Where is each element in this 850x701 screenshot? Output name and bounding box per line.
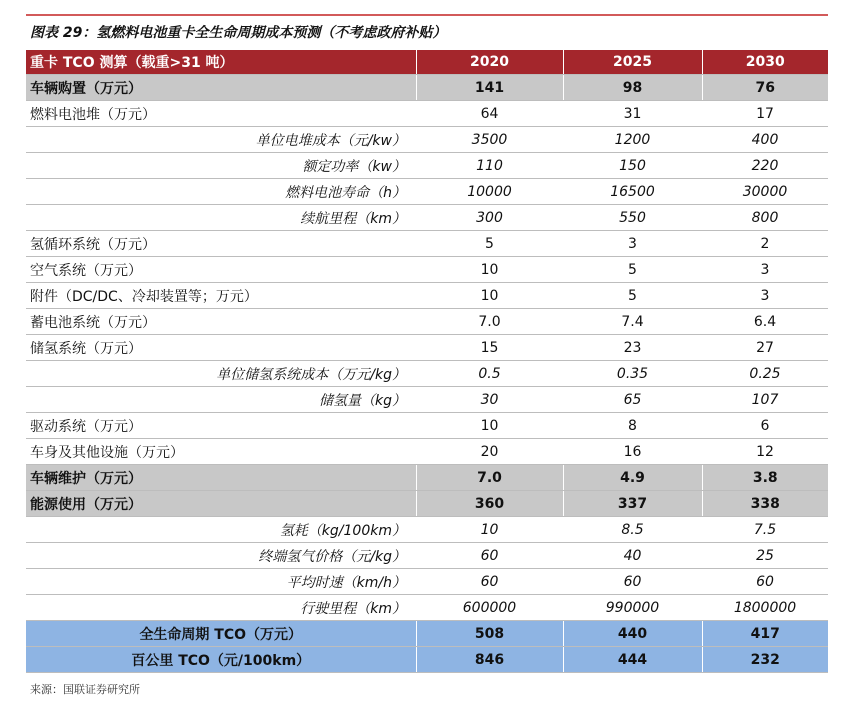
value-2025: 31 [563, 101, 702, 127]
value-2030: 6.4 [702, 309, 828, 335]
row-label: 储氢量（kg） [26, 387, 416, 413]
value-2020: 7.0 [416, 309, 563, 335]
row-label: 驱动系统（万元） [26, 413, 416, 439]
value-2025: 4.9 [563, 465, 702, 491]
row-label: 蓄电池系统（万元） [26, 309, 416, 335]
table-title: 图表 29：氢燃料电池重卡全生命周期成本预测（不考虑政府补贴） [30, 25, 447, 41]
value-2025: 16 [563, 439, 702, 465]
value-2025: 23 [563, 335, 702, 361]
table-row [26, 517, 828, 543]
value-2030: 3 [702, 257, 828, 283]
value-2030: 232 [702, 647, 828, 673]
value-2025: 98 [563, 75, 702, 101]
value-2025: 150 [563, 153, 702, 179]
table-row [26, 387, 828, 413]
value-2020: 15 [416, 335, 563, 361]
table-row [26, 465, 828, 491]
table-row [26, 101, 828, 127]
value-2020: 20 [416, 439, 563, 465]
value-2030: 3.8 [702, 465, 828, 491]
table-row [26, 439, 828, 465]
value-2025: 1200 [563, 127, 702, 153]
value-2025: 65 [563, 387, 702, 413]
value-2020: 60 [416, 569, 563, 595]
value-2020: 7.0 [416, 465, 563, 491]
value-2025: 16500 [563, 179, 702, 205]
value-2025: 40 [563, 543, 702, 569]
row-label: 空气系统（万元） [26, 257, 416, 283]
value-2025: 440 [563, 621, 702, 647]
row-label: 燃料电池堆（万元） [26, 101, 416, 127]
value-2030: 12 [702, 439, 828, 465]
table-row [26, 75, 828, 101]
row-label: 单位储氢系统成本（万元/kg） [26, 361, 416, 387]
value-2030: 0.25 [702, 361, 828, 387]
table-header-row [26, 50, 828, 75]
value-2025: 337 [563, 491, 702, 517]
value-2025: 5 [563, 283, 702, 309]
table-row [26, 127, 828, 153]
table-row [26, 361, 828, 387]
table-row [26, 205, 828, 231]
tco-table [26, 50, 828, 673]
value-2025: 8 [563, 413, 702, 439]
value-2020: 3500 [416, 127, 563, 153]
value-2025: 5 [563, 257, 702, 283]
table-row [26, 491, 828, 517]
row-label: 能源使用（万元） [26, 491, 416, 517]
row-label: 车身及其他设施（万元） [26, 439, 416, 465]
table-row [26, 309, 828, 335]
value-2025: 60 [563, 569, 702, 595]
row-label: 氢循环系统（万元） [26, 231, 416, 257]
row-label: 续航里程（km） [26, 205, 416, 231]
table-row [26, 179, 828, 205]
value-2020: 300 [416, 205, 563, 231]
value-2025: 444 [563, 647, 702, 673]
header-year-2020: 2020 [416, 50, 563, 75]
value-2030: 7.5 [702, 517, 828, 543]
value-2030: 1800000 [702, 595, 828, 621]
value-2030: 338 [702, 491, 828, 517]
table-row [26, 595, 828, 621]
source-note: 来源：国联证券研究所 [30, 683, 140, 696]
row-label: 百公里 TCO（元/100km） [26, 647, 416, 673]
value-2020: 0.5 [416, 361, 563, 387]
value-2030: 800 [702, 205, 828, 231]
value-2020: 10000 [416, 179, 563, 205]
title-rule [26, 14, 828, 16]
table-row [26, 153, 828, 179]
value-2020: 10 [416, 283, 563, 309]
header-label: 重卡 TCO 测算（载重>31 吨） [26, 50, 416, 75]
value-2025: 0.35 [563, 361, 702, 387]
header-year-2030: 2030 [702, 50, 828, 75]
row-label: 终端氢气价格（元/kg） [26, 543, 416, 569]
value-2020: 110 [416, 153, 563, 179]
value-2020: 10 [416, 413, 563, 439]
row-label: 行驶里程（km） [26, 595, 416, 621]
row-label: 燃料电池寿命（h） [26, 179, 416, 205]
value-2030: 107 [702, 387, 828, 413]
value-2020: 10 [416, 257, 563, 283]
row-label: 附件（DC/DC、冷却装置等；万元） [26, 283, 416, 309]
value-2020: 600000 [416, 595, 563, 621]
value-2020: 30 [416, 387, 563, 413]
row-label: 额定功率（kw） [26, 153, 416, 179]
value-2030: 76 [702, 75, 828, 101]
value-2030: 220 [702, 153, 828, 179]
value-2020: 5 [416, 231, 563, 257]
value-2030: 3 [702, 283, 828, 309]
row-label: 车辆维护（万元） [26, 465, 416, 491]
value-2020: 10 [416, 517, 563, 543]
value-2030: 400 [702, 127, 828, 153]
value-2030: 2 [702, 231, 828, 257]
value-2030: 17 [702, 101, 828, 127]
row-label: 全生命周期 TCO（万元） [26, 621, 416, 647]
value-2025: 8.5 [563, 517, 702, 543]
table-row [26, 621, 828, 647]
table-row [26, 283, 828, 309]
value-2020: 64 [416, 101, 563, 127]
table-row [26, 647, 828, 673]
row-label: 氢耗（kg/100km） [26, 517, 416, 543]
value-2030: 60 [702, 569, 828, 595]
row-label: 单位电堆成本（元/kw） [26, 127, 416, 153]
row-label: 平均时速（km/h） [26, 569, 416, 595]
value-2025: 990000 [563, 595, 702, 621]
table-row [26, 257, 828, 283]
value-2030: 25 [702, 543, 828, 569]
value-2030: 6 [702, 413, 828, 439]
value-2025: 7.4 [563, 309, 702, 335]
row-label: 车辆购置（万元） [26, 75, 416, 101]
value-2025: 3 [563, 231, 702, 257]
table-row [26, 231, 828, 257]
value-2030: 417 [702, 621, 828, 647]
value-2020: 60 [416, 543, 563, 569]
row-label: 储氢系统（万元） [26, 335, 416, 361]
table-row [26, 413, 828, 439]
value-2030: 27 [702, 335, 828, 361]
value-2020: 141 [416, 75, 563, 101]
value-2025: 550 [563, 205, 702, 231]
header-year-2025: 2025 [563, 50, 702, 75]
value-2020: 508 [416, 621, 563, 647]
table-row [26, 543, 828, 569]
value-2020: 846 [416, 647, 563, 673]
table-row [26, 335, 828, 361]
value-2020: 360 [416, 491, 563, 517]
table-row [26, 569, 828, 595]
value-2030: 30000 [702, 179, 828, 205]
